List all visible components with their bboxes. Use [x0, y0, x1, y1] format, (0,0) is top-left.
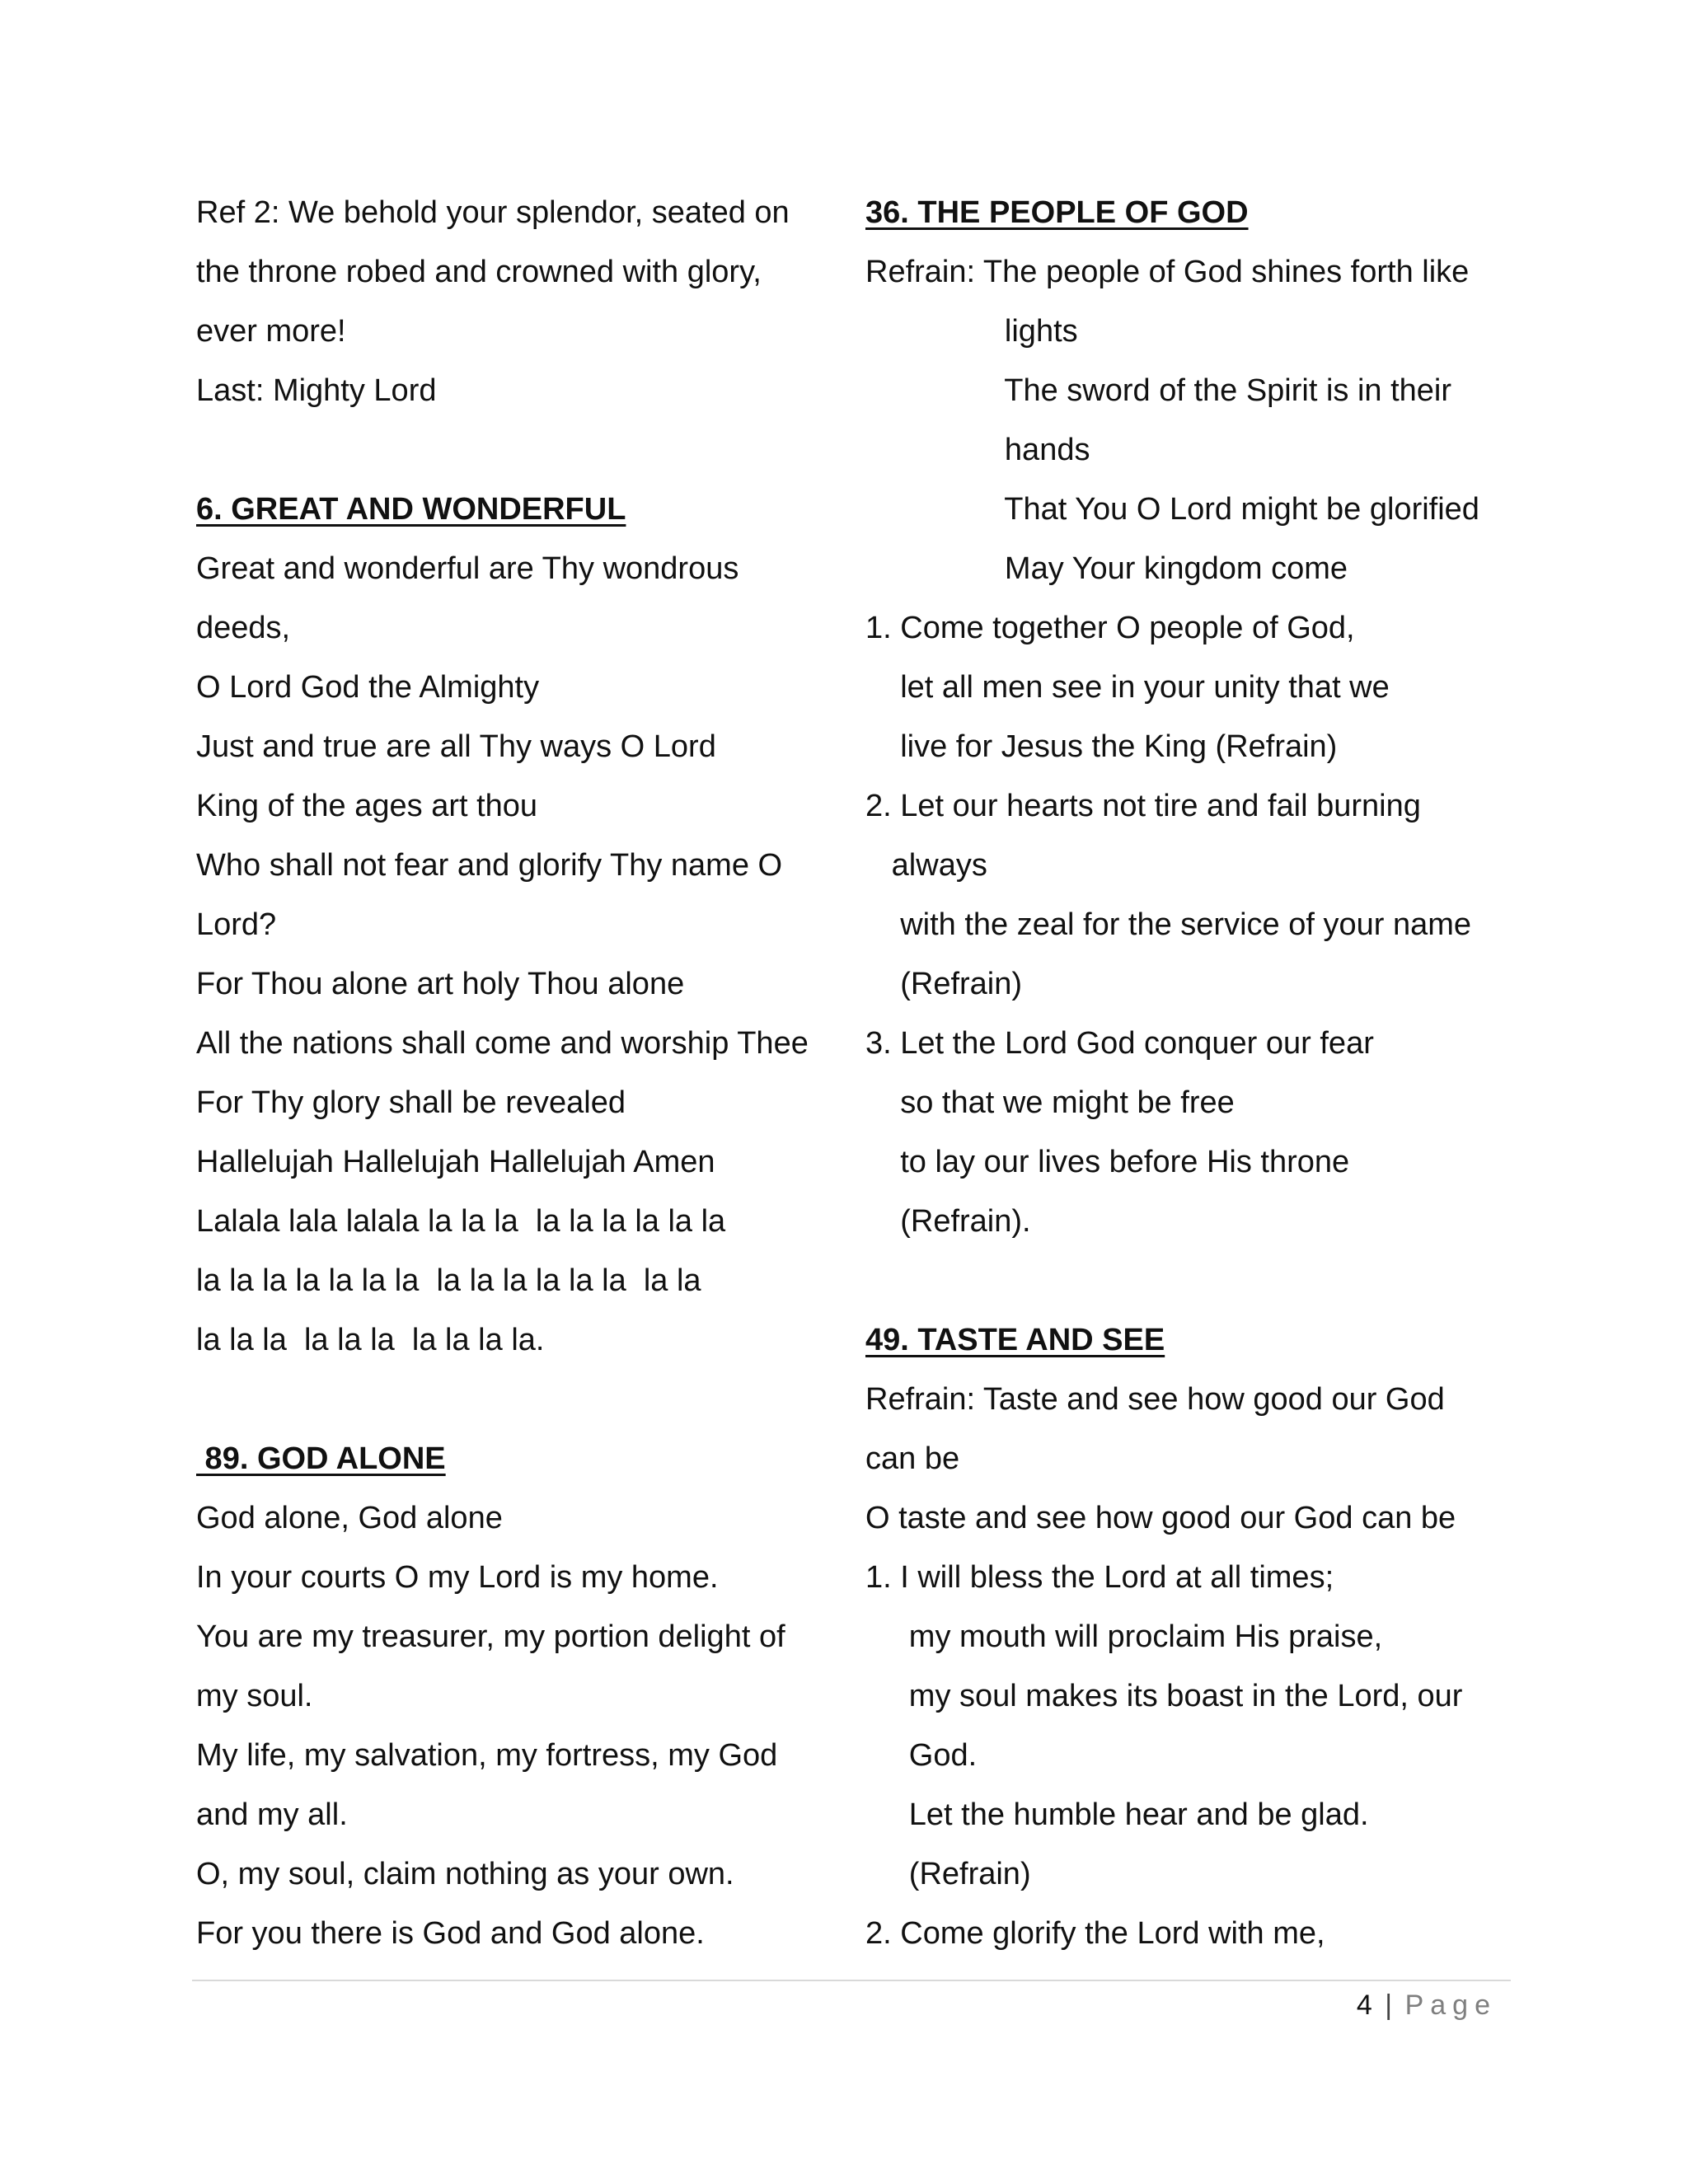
song-title: 49. TASTE AND SEE	[865, 1323, 1165, 1357]
lyric-line: my soul makes its boast in the Lord, our	[865, 1679, 1463, 1713]
footer-separator: |	[1385, 1990, 1393, 2021]
lyric-line: always	[865, 848, 987, 883]
lyric-line: let all men see in your unity that we	[865, 670, 1390, 705]
right-column	[865, 183, 1541, 1963]
lyric-line: 2. Let our hearts not tire and fail burning	[865, 789, 1421, 823]
lyric-line: For Thy glory shall be revealed	[196, 1085, 626, 1120]
text-line: Ref 2: We behold your splendor, seated on	[196, 195, 790, 230]
lyric-line: My life, my salvation, my fortress, my God	[196, 1738, 778, 1773]
text-line: the throne robed and crowned with glory,	[196, 255, 762, 289]
lyric-line: O taste and see how good our God can be	[865, 1501, 1456, 1535]
lyric-line: Great and wonderful are Thy wondrous	[196, 551, 739, 586]
lyric-line: King of the ages art thou	[196, 789, 538, 823]
lyric-line: God.	[865, 1738, 978, 1773]
lyric-line: my soul.	[196, 1679, 313, 1713]
lyric-line: Lalala lala lalala la la la la la la la la la	[196, 1204, 726, 1239]
spacer	[865, 1251, 1541, 1310]
lyric-line: Refrain: Taste and see how good our God	[865, 1382, 1445, 1417]
lyric-line: (Refrain)	[865, 967, 1023, 1001]
lyric-line: In your courts O my Lord is my home.	[196, 1560, 719, 1595]
page-number: 4	[1356, 1990, 1372, 2021]
lyric-line: so that we might be free	[865, 1085, 1235, 1120]
lyric-line: and my all.	[196, 1797, 348, 1832]
footer-divider	[192, 1980, 1511, 1981]
lyric-line: The sword of the Spirit is in their	[865, 373, 1452, 408]
page-label: Page	[1404, 1990, 1497, 2021]
lyric-line: Who shall not fear and glorify Thy name O	[196, 848, 783, 883]
lyric-line: God alone, God alone	[196, 1501, 503, 1535]
lyric-line: May Your kingdom come	[865, 551, 1348, 586]
lyric-line: Just and true are all Thy ways O Lord	[196, 729, 716, 764]
lyric-line: 1. Come together O people of God,	[865, 611, 1355, 645]
text-line: ever more!	[196, 314, 346, 349]
lyric-line: 3. Let the Lord God conquer our fear	[865, 1026, 1374, 1061]
lyric-line: my mouth will proclaim His praise,	[865, 1619, 1383, 1654]
lyric-line: (Refrain)	[865, 1857, 1031, 1891]
lyric-line: to lay our lives before His throne	[865, 1145, 1350, 1179]
lyric-line: can be	[865, 1441, 960, 1476]
lyric-line: Let the humble hear and be glad.	[865, 1797, 1369, 1832]
song-title: 89. GOD ALONE	[196, 1441, 446, 1476]
spacer	[196, 420, 856, 480]
text-line: Last: Mighty Lord	[196, 373, 437, 408]
lyric-line: la la la la la la la la la la la la la la la	[196, 1263, 701, 1298]
lyric-line: hands	[865, 433, 1090, 467]
lyric-line: 2. Come glorify the Lord with me,	[865, 1916, 1325, 1951]
song-title: 36. THE PEOPLE OF GOD	[865, 195, 1249, 230]
lyric-line: Lord?	[196, 907, 277, 942]
lyric-line: Hallelujah Hallelujah Hallelujah Amen	[196, 1145, 715, 1179]
lyric-line: All the nations shall come and worship Thee	[196, 1026, 809, 1061]
spacer	[196, 1370, 856, 1429]
lyric-line: la la la la la la la la la la.	[196, 1323, 545, 1357]
lyric-line: deeds,	[196, 611, 291, 645]
lyric-line: You are my treasurer, my portion delight of	[196, 1619, 785, 1654]
page-footer	[1357, 1985, 1497, 2026]
song-title: 6. GREAT AND WONDERFUL	[196, 492, 626, 527]
lyric-line: O Lord God the Almighty	[196, 670, 540, 705]
lyric-line: lights	[865, 314, 1078, 349]
lyric-line: For Thou alone art holy Thou alone	[196, 967, 685, 1001]
lyric-line: 1. I will bless the Lord at all times;	[865, 1560, 1334, 1595]
lyric-line: live for Jesus the King (Refrain)	[865, 729, 1338, 764]
lyric-line: Refrain: The people of God shines forth like	[865, 255, 1470, 289]
left-column	[196, 183, 856, 1963]
lyric-line: For you there is God and God alone.	[196, 1916, 705, 1951]
lyric-line: (Refrain).	[865, 1204, 1031, 1239]
lyric-line: O, my soul, claim nothing as your own.	[196, 1857, 734, 1891]
lyric-line: That You O Lord might be glorified	[865, 492, 1479, 527]
lyric-line: with the zeal for the service of your name	[865, 907, 1472, 942]
